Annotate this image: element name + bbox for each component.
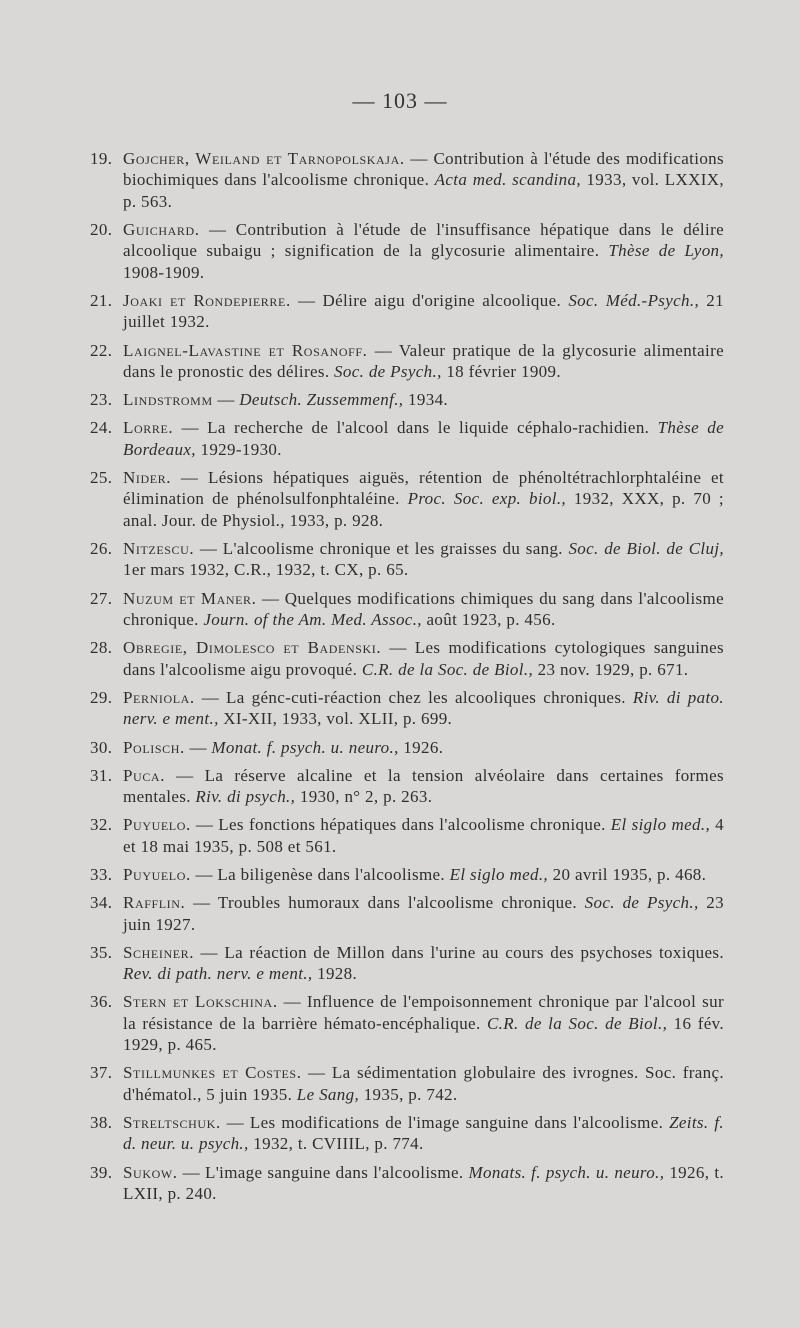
reference-source: Riv. di psych., xyxy=(195,787,296,807)
reference-details: 23 juin 1927. xyxy=(123,893,724,934)
reference-details: 16 fév. 1929, p. 465. xyxy=(123,1013,725,1055)
reference-entry xyxy=(92,290,724,333)
reference-source: Monats. f. psych. u. neuro., xyxy=(468,1162,665,1182)
reference-number: 23. xyxy=(90,390,113,410)
reference-entry xyxy=(92,148,724,212)
reference-text: — Les modifications de l'image sanguine dans l'alcoolisme. xyxy=(220,1112,670,1132)
reference-text: — La réserve alcaline et la tension alvéolaire dans certaines formes mentales. xyxy=(123,765,724,807)
reference-source: Deutsch. Zussemmenf., xyxy=(239,390,404,410)
reference-source: Rev. di path. nerv. e ment., xyxy=(123,964,313,984)
reference-source: Acta med. scandina, xyxy=(434,170,581,190)
reference-authors: Perniola. xyxy=(123,687,195,707)
reference-source: Thèse de Lyon, xyxy=(608,241,724,261)
reference-number: 29. xyxy=(90,687,113,707)
reference-details: XI-XII, 1933, vol. XLII, p. 699. xyxy=(218,709,453,729)
reference-entry xyxy=(92,687,724,730)
reference-details: 1er mars 1932, C.R., 1932, t. CX, p. 65. xyxy=(123,560,409,580)
reference-entry xyxy=(92,814,724,857)
reference-authors: Stern et Lokschina. xyxy=(123,992,278,1012)
reference-authors: Sukow. xyxy=(123,1162,178,1182)
page-number: — 103 — xyxy=(352,88,448,113)
bibliography-list xyxy=(92,148,724,1211)
reference-entry xyxy=(92,340,724,383)
reference-source: Proc. Soc. exp. biol., xyxy=(407,489,567,509)
reference-number: 19. xyxy=(90,149,113,168)
reference-details: 20 avril 1935, p. 468. xyxy=(548,864,707,884)
reference-text: — Quelques modifications chimiques du sang dans l'alcoolisme chronique. xyxy=(123,588,724,630)
reference-text: — La biligenèse dans l'alcoolisme. xyxy=(190,864,450,884)
reference-entry xyxy=(92,765,724,808)
reference-text: — Contribution à l'étude des modifications biochimiques dans l'alcoolisme chronique. xyxy=(123,149,724,190)
reference-text: — Valeur pratique de la glycosurie alimentaire dans le pronostic des délires. xyxy=(123,340,725,382)
reference-authors: Nitzescu. xyxy=(123,539,195,559)
reference-details: 23 nov. 1929, p. 671. xyxy=(533,659,689,679)
reference-authors: Puyuelo. xyxy=(123,864,191,884)
reference-text: — xyxy=(212,390,240,410)
reference-text: — Les fonctions hépatiques dans l'alcoolisme chronique. xyxy=(190,815,611,835)
reference-entry xyxy=(92,417,724,460)
reference-entry xyxy=(92,1062,724,1105)
reference-number: 20. xyxy=(90,220,113,240)
reference-details: 1933, vol. LXXIX, p. 563. xyxy=(123,170,724,211)
reference-details: 1908-1909. xyxy=(123,262,205,282)
reference-source: Soc. de Biol. de Cluj, xyxy=(568,539,724,559)
reference-text: — La sédimentation globulaire des ivrognes. Soc. franç. d'hématol., 5 juin 1935. xyxy=(123,1063,724,1104)
reference-source: Zeits. f. d. neur. u. psych., xyxy=(123,1112,725,1154)
reference-entry xyxy=(92,637,724,680)
reference-details: 1926. xyxy=(398,737,444,757)
reference-authors: Rafflin. xyxy=(123,893,186,913)
reference-number: 27. xyxy=(90,588,113,608)
reference-authors: Nuzum et Maner. xyxy=(123,588,257,608)
reference-number: 37. xyxy=(90,1063,113,1083)
reference-source: C.R. de la Soc. de Biol., xyxy=(486,1013,668,1033)
reference-details: 1932, XXX, p. 70 ; anal. Jour. de Physiol., 1933, p. 928. xyxy=(123,489,724,530)
reference-source: Monat. f. psych. u. neuro., xyxy=(211,737,399,757)
reference-authors: Obregie, Dimolesco et Badenski. xyxy=(123,638,382,658)
reference-source: El siglo med., xyxy=(610,815,711,835)
reference-entry xyxy=(92,991,724,1055)
reference-source: Journ. of the Am. Med. Assoc., xyxy=(203,610,422,630)
reference-text: — xyxy=(184,737,212,757)
reference-authors: Stillmunkes et Costes. xyxy=(123,1063,302,1083)
reference-entry xyxy=(92,737,724,758)
reference-text: — La réaction de Millon dans l'urine au cours des psychoses toxiques. xyxy=(194,942,724,962)
reference-details: 1932, t. CVIIIL, p. 774. xyxy=(248,1134,424,1154)
reference-text: — Troubles humoraux dans l'alcoolisme chronique. xyxy=(185,893,585,913)
reference-source: Riv. di pato. nerv. e ment., xyxy=(123,687,724,729)
reference-authors: Joaki et Rondepierre. xyxy=(123,291,291,311)
reference-number: 38. xyxy=(90,1112,113,1132)
reference-details: 21 juillet 1932. xyxy=(123,291,724,332)
reference-authors: Laignel-Lavastine et Rosanoff. xyxy=(123,340,368,360)
reference-number: 22. xyxy=(90,340,113,360)
reference-authors: Gojcher, Weiland et Tarnopolskaja. xyxy=(123,149,405,168)
reference-entry xyxy=(92,389,724,410)
reference-entry xyxy=(92,467,724,531)
reference-text: — Délire aigu d'origine alcoolique. xyxy=(290,291,569,311)
reference-number: 36. xyxy=(90,992,113,1012)
reference-authors: Polisch. xyxy=(123,737,185,757)
reference-authors: Lorre. xyxy=(123,418,174,438)
reference-entry xyxy=(92,864,724,885)
reference-number: 31. xyxy=(90,765,113,785)
reference-number: 25. xyxy=(90,468,113,488)
reference-entry xyxy=(92,588,724,631)
reference-source: Soc. de Psych., xyxy=(334,362,442,382)
reference-entry xyxy=(92,892,724,935)
reference-entry xyxy=(92,538,724,581)
reference-entry xyxy=(92,1162,724,1205)
reference-text: — La recherche de l'alcool dans le liquide céphalo-rachidien. xyxy=(173,418,658,438)
reference-details: août 1923, p. 456. xyxy=(421,610,556,630)
reference-details: 4 et 18 mai 1935, p. 508 et 561. xyxy=(123,815,724,856)
reference-source: Soc. Méd.-Psych., xyxy=(568,291,700,311)
reference-text: — L'image sanguine dans l'alcoolisme. xyxy=(177,1162,469,1182)
reference-number: 30. xyxy=(90,737,113,757)
reference-authors: Streltschuk. xyxy=(123,1112,221,1132)
reference-details: 1930, n° 2, p. 263. xyxy=(295,787,433,807)
reference-text: — Influence de l'empoisonnement chronique par l'alcool sur la résistance de la barrière hémato-encéphalique. xyxy=(123,992,724,1033)
reference-number: 28. xyxy=(90,638,113,658)
reference-number: 21. xyxy=(90,291,113,311)
reference-number: 35. xyxy=(90,942,113,962)
reference-details: 1928. xyxy=(312,964,358,984)
reference-details: 1934. xyxy=(403,390,449,410)
reference-text: — Lésions hépatiques aiguës, rétention de phénoltétrachlorphtaléine et élimination de phénolsulfonphtaléine. xyxy=(123,468,724,509)
reference-number: 24. xyxy=(90,418,113,438)
reference-number: 33. xyxy=(90,864,113,884)
reference-entry xyxy=(92,942,724,985)
reference-source: Thèse de Bordeaux, xyxy=(123,418,724,459)
reference-authors: Lindstromm xyxy=(123,390,213,410)
reference-entry xyxy=(92,219,724,283)
reference-details: 18 février 1909. xyxy=(441,362,561,382)
reference-number: 26. xyxy=(90,539,113,559)
reference-text: — La génc-cuti-réaction chez les alcooliques chroniques. xyxy=(194,687,633,707)
reference-authors: Guichard. xyxy=(123,220,200,240)
reference-number: 39. xyxy=(90,1162,113,1182)
reference-number: 34. xyxy=(90,893,113,913)
reference-details: 1929-1930. xyxy=(195,439,282,459)
reference-source: Le Sang, xyxy=(296,1084,360,1104)
reference-text: — Contribution à l'étude de l'insuffisance hépatique dans le délire alcoolique subaigu ; signification de la glycosurie alimentaire. xyxy=(123,220,724,261)
reference-authors: Puyuelo. xyxy=(123,815,191,835)
reference-source: El siglo med., xyxy=(449,864,549,884)
reference-entry xyxy=(92,1112,724,1155)
reference-number: 32. xyxy=(90,815,113,835)
reference-text: — L'alcoolisme chronique et les graisses du sang. xyxy=(194,539,569,559)
reference-source: C.R. de la Soc. de Biol., xyxy=(361,659,534,679)
reference-details: 1926, t. LXII, p. 240. xyxy=(123,1162,725,1203)
reference-text: — Les modifications cytologiques sanguines dans l'alcoolisme aigu provoqué. xyxy=(123,638,725,679)
reference-details: 1935, p. 742. xyxy=(359,1084,458,1104)
reference-authors: Puca. xyxy=(123,765,166,785)
reference-authors: Scheiner. xyxy=(123,942,195,962)
reference-authors: Nider. xyxy=(123,468,172,488)
reference-source: Soc. de Psych., xyxy=(584,893,699,913)
